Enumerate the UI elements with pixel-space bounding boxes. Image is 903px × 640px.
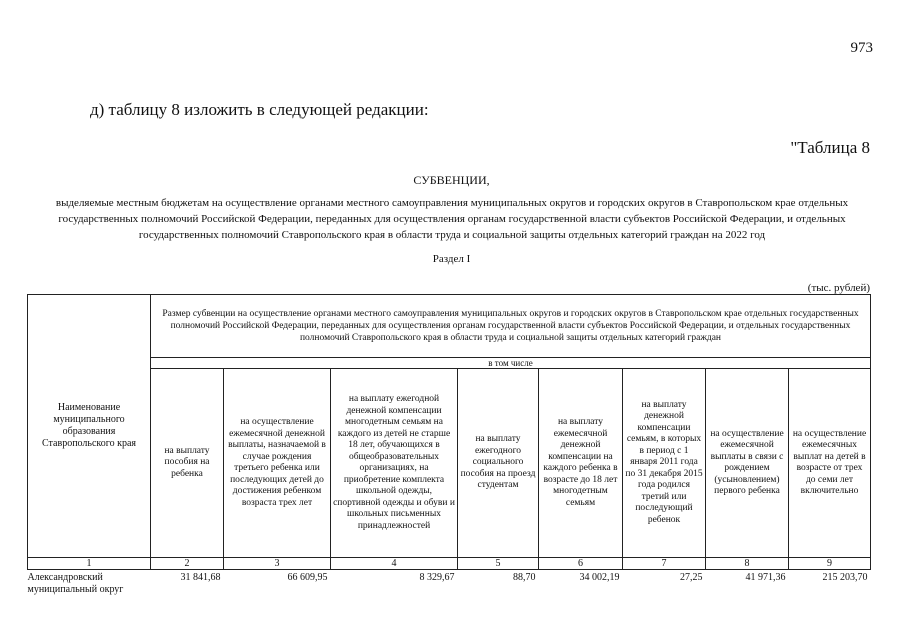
table-cell: 31 841,68 [180, 572, 221, 583]
unit-label: (тыс. рублей) [807, 282, 870, 294]
document-title: СУБВЕНЦИИ, [413, 173, 490, 187]
table-cell: 41 971,36 [745, 572, 786, 583]
table-label: "Таблица 8 [790, 138, 870, 157]
table-cell: 66 609,95 [287, 572, 328, 583]
amendment-instruction: д) таблицу 8 изложить в следующей редакции: [90, 100, 429, 119]
column-header: на осуществление ежемесячной денежной выплаты, назначаемой в случае рождения третьего ребенка или последующих детей до достижения ребенком возраста трех лет [224, 369, 331, 558]
column-number: 7 [623, 558, 706, 570]
table-cell: 27,25 [680, 572, 703, 583]
column-header: на выплату ежегодной денежной компенсации многодетным семьям на каждого из детей не старше 18 лет, обучающихся в общеобразовательных организациях, на приобретение комплекта школьной одежды, спортивной одежды и обуви и школьных письменных принадлежностей [331, 369, 458, 558]
subsidy-size-header: Размер субвенции на осуществление органами местного самоуправления муниципальных округов и городских округов в Ставропольском крае отдельных государственных полномочий Российской Федерации, переданных для осуществления органам государственной власти субъектов Российской Федерации, и отдельных государственных полномочий Ставропольского края в области труда и социальной защиты отдельных категорий граждан [151, 295, 871, 358]
table-cell: 215 203,70 [822, 572, 868, 583]
column-number: 1 [28, 558, 151, 570]
column-header: на выплату денежной компенсации семьям, в которых в период с 1 января 2011 года по 31 декабря 2015 года родился третий или последующий ребенок [623, 369, 706, 558]
column-header: на осуществление ежемесячной выплаты в связи с рождением (усыновлением) первого ребенка [706, 369, 789, 558]
column-header: на выплату ежегодного социального пособия на проезд студентам [458, 369, 539, 558]
column-number: 5 [458, 558, 539, 570]
table-cell: 88,70 [513, 572, 536, 583]
column-number: 6 [539, 558, 623, 570]
table-cell: 34 002,19 [579, 572, 620, 583]
column-number: 3 [224, 558, 331, 570]
section-label: Раздел I [432, 253, 471, 265]
column-number: 8 [706, 558, 789, 570]
including-header: в том числе [151, 358, 871, 369]
column-header: на выплату ежемесячной денежной компенсации на каждого ребенка в возрасте до 18 лет многодетным семьям [539, 369, 623, 558]
page-number: 973 [850, 40, 873, 56]
column-number: 2 [151, 558, 224, 570]
table-cell: 8 329,67 [419, 572, 455, 583]
column-header: на выплату пособия на ребенка [151, 369, 224, 558]
document-subtitle: выделяемые местным бюджетам на осуществление органами местного самоуправления муниципальных округов и городских округов в Ставропольском крае отдельных государственных полномочий Российской Федерации, переданных для осуществления органам государственной власти субъектов Российской Федерации, и отдельных государственных полномочий Ставропольского края в области труда и социальной защиты отдельных категорий граждан на 2022 год [55, 197, 849, 241]
table-row [28, 570, 871, 597]
subsidy-table [27, 294, 871, 596]
column-header: на осуществление ежемесячных выплат на детей в возрасте от трех до семи лет включительно [789, 369, 871, 558]
column-number: 9 [789, 558, 871, 570]
municipality-name-header: Наименование муниципального образования Ставропольского края [28, 295, 151, 558]
column-number: 4 [331, 558, 458, 570]
municipality-name: Александровский муниципальный округ [27, 572, 124, 595]
